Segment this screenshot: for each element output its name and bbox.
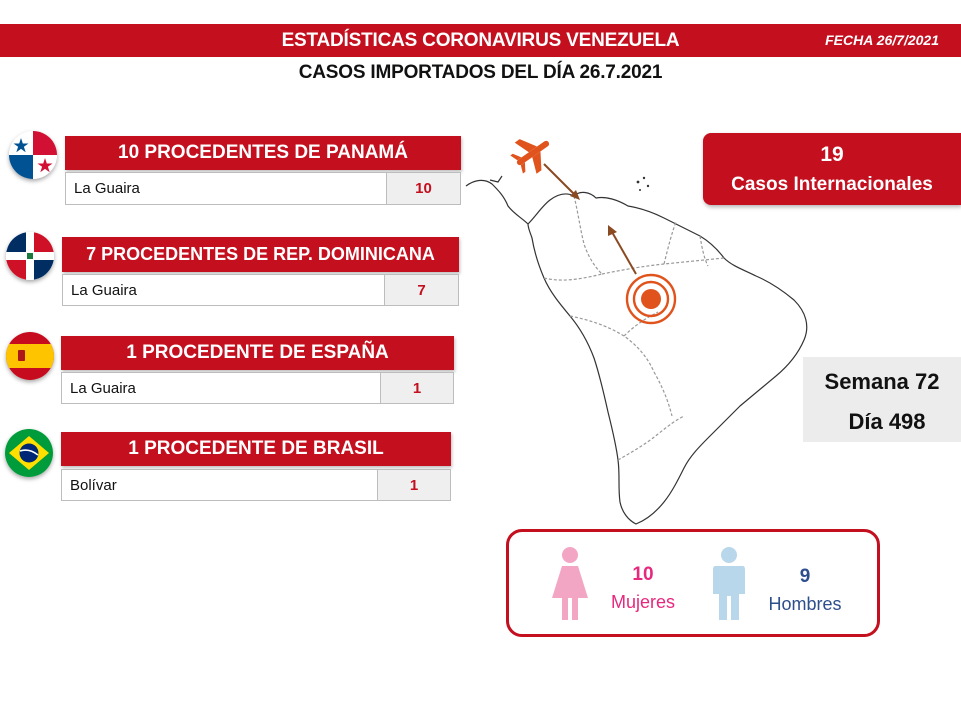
international-cases-box	[703, 133, 961, 205]
woman-icon	[550, 546, 590, 622]
week-label: Semana 72	[824, 369, 940, 394]
origin-state: La Guaira	[70, 379, 136, 397]
spain-flag-icon	[6, 332, 54, 380]
dominican-republic-flag-icon	[6, 232, 54, 280]
men-count: 9	[799, 566, 811, 587]
header-bar	[0, 24, 961, 57]
origin-spain-title: 1 PROCEDENTE DE ESPAÑA	[61, 336, 454, 370]
origin-count: 10	[386, 173, 460, 204]
timeline-box	[803, 357, 961, 442]
international-count: 19	[820, 143, 844, 166]
page-subtitle: CASOS IMPORTADOS DEL DÍA 26.7.2021	[298, 62, 663, 83]
origin-dominican-republic-row	[62, 274, 459, 306]
origin-state: Bolívar	[70, 476, 117, 494]
origin-state: La Guaira	[74, 180, 140, 197]
women-label: Mujeres	[610, 592, 676, 612]
brazil-route-arrow	[602, 222, 642, 278]
page-title: ESTADÍSTICAS CORONAVIRUS VENEZUELA	[281, 30, 680, 51]
report-date: FECHA 26/7/2021	[825, 32, 939, 48]
origin-panama-row	[65, 172, 461, 205]
origin-count: 1	[377, 470, 450, 500]
international-label: Casos Internacionales	[731, 174, 933, 195]
man-icon	[711, 546, 747, 622]
origin-panama-title: 10 PROCEDENTES DE PANAMÁ	[65, 136, 461, 170]
gender-breakdown-box	[506, 529, 880, 637]
airplane-route-arrow	[540, 160, 590, 210]
origin-state: La Guaira	[71, 281, 137, 299]
brazil-flag-icon	[5, 429, 53, 477]
origin-brazil-row	[61, 469, 451, 501]
women-count: 10	[632, 564, 654, 585]
origin-dominican-republic-title: 7 PROCEDENTES DE REP. DOMINICANA	[62, 237, 459, 272]
men-label: Hombres	[768, 594, 842, 614]
day-label: Día 498	[848, 409, 926, 434]
origin-count: 1	[380, 373, 453, 403]
origin-brazil-title: 1 PROCEDENTE DE BRASIL	[61, 432, 451, 466]
panama-flag-icon	[9, 131, 57, 179]
origin-count: 7	[384, 275, 458, 305]
target-icon	[624, 272, 678, 326]
origin-spain-row	[61, 372, 454, 404]
